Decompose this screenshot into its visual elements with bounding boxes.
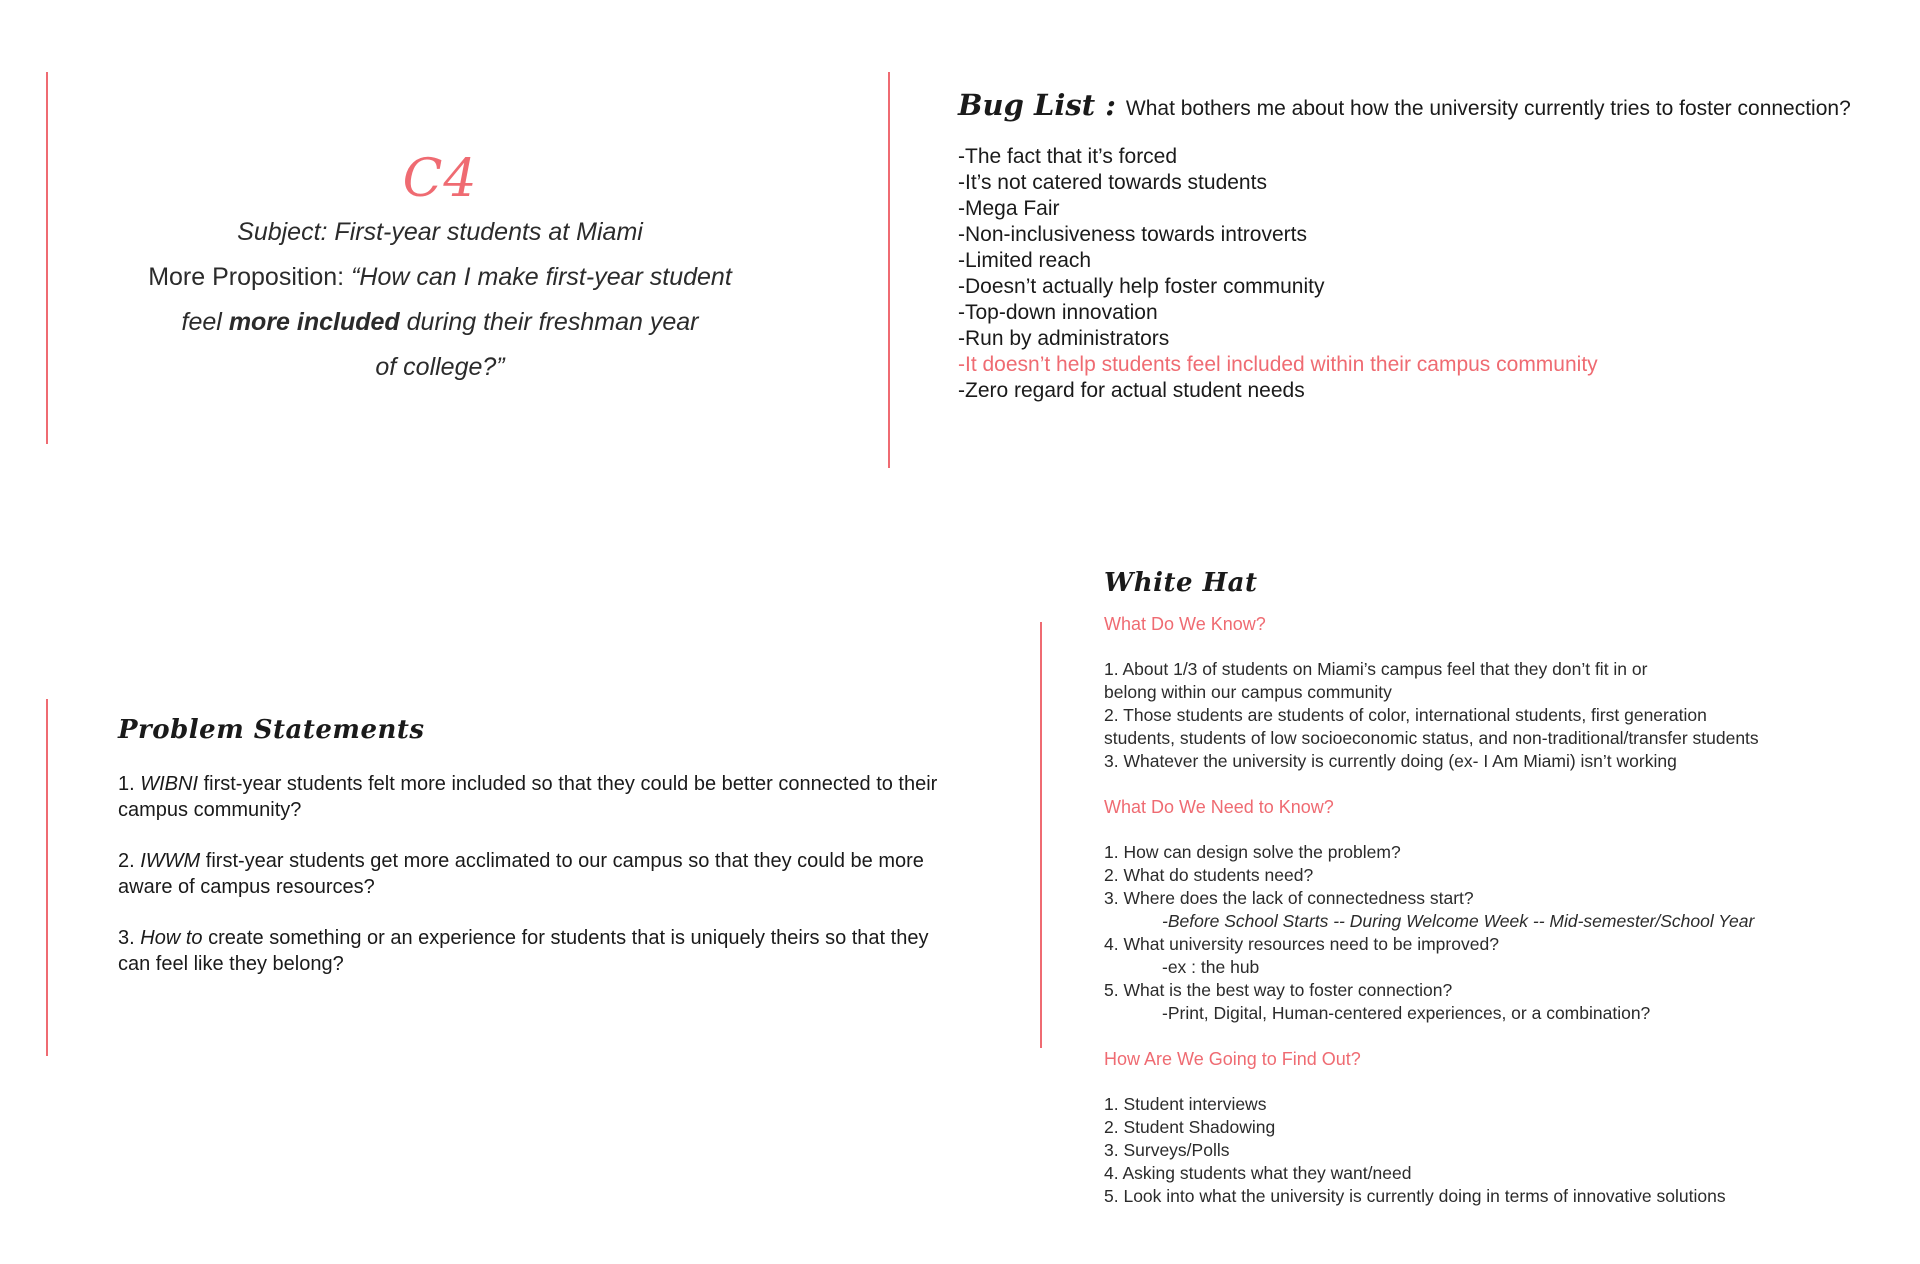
c4-proposition-bold: more included — [228, 308, 400, 336]
problem-statement-text: first-year students felt more included so that they could be better connected to their campus community? — [118, 773, 938, 821]
c4-proposition-part1: “How can I make first-year student — [351, 263, 732, 291]
white-hat-know-item: 1. About 1/3 of students on Miami’s campus feel that they don’t fit in or — [1104, 659, 1648, 679]
white-hat-know-item: belong within our campus community — [1104, 682, 1392, 702]
c4-subject — [100, 210, 780, 255]
bug-list-item: -Run by administrators — [958, 327, 1170, 350]
problem-statement-text: create something or an experience for students that is uniquely theirs so that they can feel like they belong? — [118, 927, 929, 975]
white-hat-find-item: 3. Surveys/Polls — [1104, 1140, 1230, 1160]
white-hat-title: White Hat — [1104, 568, 1258, 598]
c4-proposition-label: More Proposition: — [148, 263, 345, 291]
white-hat-find-item: 4. Asking students what they want/need — [1104, 1163, 1412, 1183]
white-hat-know-item: 3. Whatever the university is currently doing (ex- I Am Miami) isn’t working — [1104, 751, 1677, 771]
bug-list-question: What bothers me about how the university currently tries to foster connection? — [1125, 97, 1851, 120]
problem-statement-text: first-year students get more acclimated to our campus so that they could be more aware of campus resources? — [118, 850, 924, 898]
bug-list-item: -Mega Fair — [958, 197, 1060, 220]
divider-line-problem-statements — [46, 699, 48, 1056]
white-hat-find-heading: How Are We Going to Find Out? — [1104, 1049, 1361, 1069]
problem-statement-lead: IWWM — [140, 850, 201, 872]
white-hat-find-item: 2. Student Shadowing — [1104, 1117, 1276, 1137]
divider-line-white-hat — [1040, 622, 1042, 1048]
problem-statement-number: 3. — [118, 927, 135, 949]
problem-statements-panel — [118, 715, 948, 1002]
bug-list-item: -It doesn’t help students feel included within their campus community — [958, 353, 1598, 376]
white-hat-need-list — [1104, 841, 1904, 1025]
white-hat-know-heading: What Do We Know? — [1104, 614, 1266, 634]
problem-statement-item — [118, 925, 948, 977]
c4-proposition-part2a: feel — [181, 308, 222, 336]
bug-list-item: -Limited reach — [958, 249, 1092, 272]
c4-proposition-line-1 — [100, 255, 780, 300]
c4-panel — [100, 148, 780, 390]
white-hat-need-item: 5. What is the best way to foster connection? — [1104, 980, 1453, 1000]
c4-title: C4 — [402, 149, 478, 209]
c4-proposition-part2b: during their freshman year — [406, 308, 699, 336]
bug-list-items — [958, 144, 1898, 404]
problem-statement-number: 2. — [118, 850, 135, 872]
bug-list-item: -The fact that it’s forced — [958, 145, 1178, 168]
white-hat-need-subitem: -Print, Digital, Human-centered experiences, or a combination? — [1162, 1003, 1651, 1023]
problem-statement-lead: WIBNI — [140, 773, 199, 795]
bug-list-item: -It’s not catered towards students — [958, 171, 1267, 194]
bug-list-item: -Zero regard for actual student needs — [958, 379, 1305, 402]
c4-proposition-line-3 — [100, 345, 780, 390]
problem-statement-number: 1. — [118, 773, 135, 795]
bug-list-item: -Non-inclusiveness towards introverts — [958, 223, 1307, 246]
divider-line-c4 — [46, 72, 48, 444]
white-hat-know-item: 2. Those students are students of color, international students, first generation — [1104, 705, 1707, 725]
bug-list-item: -Doesn’t actually help foster community — [958, 275, 1325, 298]
white-hat-need-subitem: -ex : the hub — [1162, 957, 1260, 977]
c4-proposition-part3: of college?” — [375, 353, 505, 381]
divider-line-bug-list — [888, 72, 890, 468]
white-hat-need-subitem: -Before School Starts -- During Welcome Week -- Mid-semester/School Year — [1162, 911, 1755, 931]
white-hat-find-item: 1. Student interviews — [1104, 1094, 1267, 1114]
c4-proposition-line-2 — [100, 300, 780, 345]
bug-list-panel — [958, 88, 1898, 404]
problem-statements-list — [118, 771, 948, 977]
white-hat-know-item: students, students of low socioeconomic status, and non-traditional/transfer students — [1104, 728, 1759, 748]
white-hat-need-item: 2. What do students need? — [1104, 865, 1314, 885]
white-hat-need-item: 1. How can design solve the problem? — [1104, 842, 1401, 862]
bug-list-title: Bug List : — [958, 88, 1116, 122]
white-hat-find-list — [1104, 1093, 1904, 1208]
c4-subject-text: Subject: First-year students at Miami — [237, 218, 643, 246]
bug-list-item: -Top-down innovation — [958, 301, 1158, 324]
problem-statements-title: Problem Statements — [118, 715, 425, 745]
problem-statement-item — [118, 848, 948, 900]
problem-statement-item — [118, 771, 948, 823]
white-hat-know-list — [1104, 658, 1904, 773]
bug-list-header — [958, 88, 1898, 122]
white-hat-need-item: 4. What university resources need to be improved? — [1104, 934, 1499, 954]
white-hat-find-item: 5. Look into what the university is currently doing in terms of innovative solutions — [1104, 1186, 1726, 1206]
white-hat-need-item: 3. Where does the lack of connectedness start? — [1104, 888, 1474, 908]
white-hat-panel — [1104, 568, 1904, 1208]
white-hat-need-heading: What Do We Need to Know? — [1104, 797, 1334, 817]
problem-statement-lead: How to — [140, 927, 203, 949]
